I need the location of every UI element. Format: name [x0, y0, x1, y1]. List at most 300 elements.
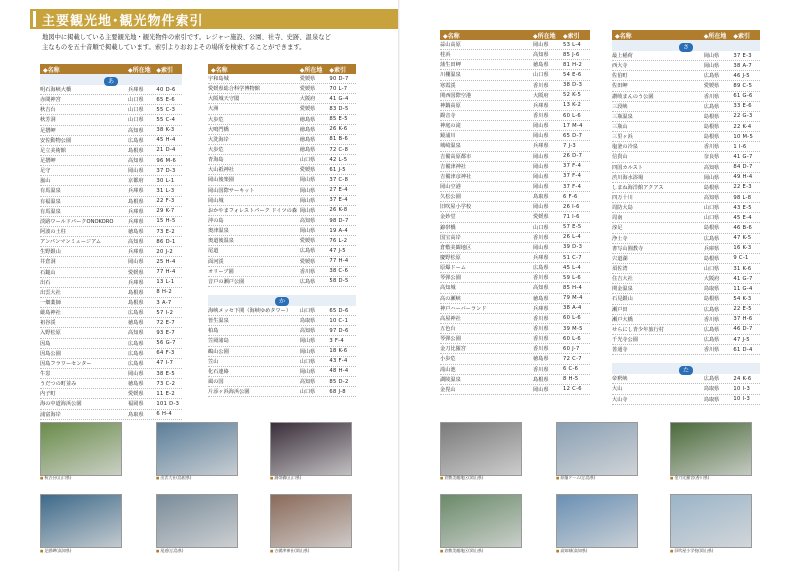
row-name: 三瓶温泉 [612, 113, 633, 120]
row-prefecture: 山口県 [128, 117, 144, 124]
row-prefecture: 奈良県 [703, 154, 720, 161]
index-row [40, 349, 182, 359]
row-index: 47 I-7 [156, 360, 174, 367]
index-row [440, 294, 590, 304]
row-prefecture: 岡山県 [533, 133, 549, 140]
row-prefecture: 島根県 [703, 296, 720, 303]
row-index: 6 F-6 [563, 193, 578, 200]
row-prefecture: 兵庫県 [533, 305, 549, 312]
row-prefecture: 島根県 [703, 113, 720, 120]
right-page [400, 0, 800, 571]
row-name: 鶴山公園 [208, 348, 229, 355]
row-name: 吉備高原都市 [440, 153, 472, 160]
header-prefecture: ◆所在地 [703, 32, 727, 40]
row-prefecture: 広島県 [128, 350, 144, 357]
row-index: 60 L-6 [563, 315, 582, 322]
row-prefecture: 広島県 [703, 103, 720, 110]
index-row [440, 50, 590, 60]
row-prefecture: 兵庫県 [128, 208, 144, 215]
row-name: 三段峡 [612, 103, 628, 110]
index-row [40, 186, 182, 196]
row-prefecture: 兵庫県 [128, 87, 144, 94]
row-prefecture: 鳥取県 [128, 411, 144, 418]
row-prefecture: 兵庫県 [533, 102, 549, 109]
row-name: 関西国際空港 [440, 92, 472, 99]
row-index: 37 E-3 [733, 52, 752, 59]
row-name: 関金温泉 [612, 286, 633, 293]
index-row [208, 94, 356, 104]
row-index: 29 K-7 [156, 208, 175, 215]
row-name: 化石連絡 [208, 368, 229, 375]
row-index: 38 A-4 [563, 305, 582, 312]
index-row [40, 146, 182, 156]
header-index: ◆索引 [733, 32, 750, 40]
row-name: 淡路ワールドパークONOKORO [40, 218, 114, 225]
index-row [440, 354, 590, 364]
row-name: 佐伯町 [612, 73, 628, 80]
row-name: せらにし青少年旅行村 [612, 326, 664, 333]
intro-text [42, 33, 392, 52]
row-name: 内子町 [40, 391, 56, 398]
row-name: 善通寺 [612, 347, 628, 354]
row-prefecture: 香川県 [533, 315, 549, 322]
header-name: ◆名称 [211, 66, 228, 74]
row-name: 大歩危 [208, 116, 224, 123]
index-row [612, 61, 760, 71]
row-name: 西大寺 [612, 63, 628, 70]
row-prefecture: 山口県 [299, 389, 316, 396]
row-prefecture: 岡山県 [128, 371, 144, 377]
row-index: 83 D-5 [329, 105, 349, 112]
row-prefecture: 島根県 [128, 289, 144, 296]
row-index: 77 H-4 [156, 269, 176, 276]
row-index: 16 K-3 [733, 245, 752, 252]
row-index: 33 E-6 [733, 103, 752, 110]
row-prefecture: 岡山県 [299, 338, 316, 345]
row-name: 生野銀山 [40, 249, 61, 256]
row-name: 鏡浦川 [440, 133, 456, 140]
row-index: 45 H-4 [156, 137, 176, 144]
row-index: 27 E-4 [329, 187, 348, 194]
index-row [612, 254, 760, 264]
row-name: 蒲生田岬 [440, 62, 461, 69]
index-row [440, 162, 590, 172]
row-index: 76 L-2 [329, 237, 348, 244]
row-index: 57 I-2 [156, 309, 174, 316]
row-index: 81 B-6 [329, 136, 349, 143]
index-row [208, 206, 356, 216]
row-prefecture: 香川県 [533, 234, 549, 241]
row-name: 笠岡諸島 [208, 338, 229, 345]
row-name: 有福温泉 [40, 198, 61, 205]
kana-bar [612, 363, 760, 374]
row-prefecture: 兵庫県 [128, 279, 144, 286]
index-row [440, 304, 590, 314]
header-prefecture: ◆所在地 [299, 66, 323, 74]
row-prefecture: 徳島県 [299, 126, 316, 133]
row-index: 17 M-4 [563, 122, 583, 129]
photo-caption-8: ■ 原爆ドーム(広島県) [556, 475, 595, 481]
row-prefecture: 広島県 [703, 235, 720, 242]
row-index: 26 I-6 [563, 203, 580, 210]
index-row [208, 145, 356, 155]
index-row [208, 186, 356, 196]
index-row [612, 51, 760, 61]
row-index: 38 C-6 [329, 268, 349, 275]
row-name: 足守 [40, 168, 51, 175]
row-name: 青海島 [208, 157, 224, 164]
header-prefecture: ◆所在地 [128, 66, 151, 74]
index-row [440, 121, 590, 131]
row-index: 72 E-7 [156, 319, 175, 326]
row-name: 音戸の瀬戸公園 [208, 278, 245, 285]
row-index: 72 C-7 [563, 355, 582, 362]
row-name: オリーブ園 [208, 268, 234, 275]
index-row [208, 306, 356, 316]
row-index: 85 J-6 [563, 51, 580, 58]
row-index: 10 C-1 [329, 317, 349, 324]
index-row [40, 115, 182, 125]
row-name: 海の中道海浜公園 [40, 401, 82, 408]
row-index: 79 M-4 [563, 295, 583, 302]
row-prefecture: 岡山県 [703, 53, 720, 60]
row-prefecture: 山口県 [703, 205, 720, 212]
index-row [40, 95, 182, 105]
row-name: 慶野松原 [440, 255, 461, 262]
row-index: 31 K-6 [733, 265, 752, 272]
index-row [208, 246, 356, 256]
row-prefecture: 香川県 [533, 346, 549, 353]
index-row [40, 328, 182, 338]
row-index: 10 I-3 [733, 396, 751, 403]
index-row [40, 399, 182, 409]
row-prefecture: 岡山県 [299, 207, 316, 214]
index-row [208, 347, 356, 357]
index-row [612, 152, 760, 162]
index-row [612, 213, 760, 223]
row-index: 12 C-6 [563, 386, 582, 393]
row-prefecture: 徳島県 [128, 229, 144, 236]
index-row [440, 212, 590, 222]
row-name: 大鳴門橋 [208, 126, 229, 133]
index-row [40, 136, 182, 146]
index-row [208, 236, 356, 246]
row-index: 37 C-8 [329, 176, 349, 183]
row-list [208, 306, 356, 397]
row-prefecture: 山口県 [128, 107, 144, 114]
row-name: 尾道 [208, 248, 219, 255]
row-name: 周南 [612, 215, 623, 222]
kana-bar [208, 295, 356, 306]
row-name: 嵐山 [40, 178, 51, 185]
index-row [612, 274, 760, 284]
row-index: 84 D-7 [733, 164, 753, 171]
column-header [612, 30, 760, 40]
row-prefecture: 山口県 [299, 157, 316, 164]
index-row [440, 263, 590, 273]
row-prefecture: 鳥取県 [703, 386, 720, 393]
row-prefecture: 岡山県 [299, 368, 316, 375]
row-prefecture: 岡山県 [533, 153, 549, 160]
row-index: 41 G-7 [733, 153, 753, 160]
index-row [208, 387, 356, 397]
index-row [40, 237, 182, 247]
row-name: 高屋神社 [440, 315, 461, 322]
row-index: 26 K-8 [329, 207, 348, 214]
row-index: 65 D-7 [563, 132, 583, 139]
row-name: 神庭の滝 [440, 123, 461, 130]
row-prefecture: 愛媛県 [299, 106, 316, 113]
index-row [40, 247, 182, 257]
row-index: 21 D-4 [156, 147, 176, 154]
row-index: 39 D-3 [563, 244, 583, 251]
row-index: 65 E-6 [156, 96, 175, 103]
index-row [612, 71, 760, 81]
row-prefecture: 愛媛県 [128, 269, 144, 276]
index-row [40, 389, 182, 399]
photo-4 [40, 494, 122, 548]
row-name: 高の瀬峡 [440, 295, 461, 302]
row-prefecture: 福岡県 [128, 401, 144, 408]
index-row [612, 234, 760, 244]
row-name: 秋吉台 [40, 107, 56, 114]
row-name: 明石海峡大橋 [40, 87, 72, 94]
row-index: 40 D-6 [156, 86, 176, 93]
row-prefecture: 岡山県 [299, 348, 316, 355]
index-row [440, 111, 590, 121]
row-index: 101 D-3 [156, 400, 180, 407]
row-name: 因島公園 [40, 350, 61, 357]
row-prefecture: 香川県 [703, 316, 720, 323]
row-index: 6 H-4 [156, 411, 172, 418]
row-name: 大阪城天守閣 [208, 96, 240, 103]
kana-badge: あ [104, 77, 118, 86]
row-prefecture: 島根県 [703, 255, 720, 262]
row-prefecture: 広島県 [299, 248, 316, 255]
row-index: 6 C-6 [563, 366, 579, 373]
index-row [612, 244, 760, 254]
kana-badge: さ [679, 43, 693, 52]
row-name: 金刀比羅宮 [440, 346, 466, 353]
row-name: 琴弾公園 [440, 336, 461, 343]
row-prefecture: 山口県 [533, 224, 549, 231]
photo-8 [556, 422, 638, 476]
row-name: 出石 [40, 279, 51, 286]
index-row [40, 288, 182, 298]
row-name: 城崎温泉 [440, 143, 461, 150]
row-prefecture: 大阪府 [703, 276, 720, 283]
row-name: 住吉大社 [612, 276, 633, 283]
row-prefecture: 香川県 [703, 144, 720, 151]
index-row [40, 379, 182, 389]
row-index: 47 J-5 [733, 336, 750, 343]
row-name: 原爆ドーム [440, 265, 466, 272]
row-name: 因島 [40, 340, 51, 347]
row-name: 秋芳洞 [40, 117, 56, 124]
row-prefecture: 島根県 [703, 225, 720, 232]
photo-caption-11: ■ 高知城(高知県) [556, 548, 587, 554]
index-row [208, 196, 356, 206]
row-index: 30 L-1 [156, 177, 175, 184]
row-prefecture: 高知県 [299, 218, 316, 225]
row-index: 48 H-4 [329, 368, 349, 375]
row-list [440, 40, 590, 395]
index-column-2 [208, 64, 356, 397]
row-prefecture: 山口県 [533, 72, 549, 79]
row-index: 11 G-4 [733, 285, 753, 292]
index-row [440, 273, 590, 283]
row-prefecture: 高知県 [299, 379, 316, 385]
row-index: 18 K-6 [329, 348, 348, 355]
photo-12 [670, 494, 752, 548]
index-column-3 [440, 30, 590, 395]
row-prefecture: 島根県 [533, 376, 549, 383]
row-prefecture: 徳島県 [299, 116, 316, 123]
row-name: 赤間神宮 [40, 97, 61, 104]
row-index: 43 E-5 [733, 204, 752, 211]
index-row [208, 367, 356, 377]
row-name: 一畑薬師 [40, 300, 61, 307]
photo-3 [270, 422, 352, 476]
row-index: 9 C-1 [733, 255, 749, 262]
row-index: 37 F-4 [563, 183, 582, 190]
row-name: 讃岐まんのう公園 [612, 93, 654, 100]
row-index: 65 D-6 [329, 307, 349, 314]
index-row [40, 339, 182, 349]
index-row [208, 377, 356, 387]
row-index: 60 J-7 [563, 345, 580, 352]
photo-caption-2: ■ 出雲大社(島根県) [156, 475, 191, 481]
row-index: 59 L-6 [563, 274, 582, 281]
row-index: 7 J-3 [563, 142, 576, 149]
index-row [612, 395, 760, 405]
column-header [40, 64, 182, 74]
row-index: 52 K-5 [563, 92, 582, 99]
row-name: 奥津温泉 [208, 228, 229, 235]
row-name: 風の国 [208, 379, 224, 385]
row-prefecture: 鳥取県 [703, 286, 720, 293]
row-index: 73 C-2 [156, 380, 176, 387]
index-row [612, 284, 760, 294]
photo-caption-12: ■ 旧吹屋小学校(岡山県) [670, 548, 713, 554]
index-row [612, 163, 760, 173]
row-index: 24 K-6 [733, 375, 752, 382]
index-row [440, 192, 590, 202]
kana-bar [612, 40, 760, 51]
row-name: 吉備津彦神社 [440, 173, 472, 180]
row-prefecture: 広島県 [703, 326, 720, 333]
row-index: 93 E-7 [156, 329, 175, 336]
index-row [440, 91, 590, 101]
row-prefecture: 徳島県 [533, 295, 549, 302]
row-name: 有馬温泉 [40, 188, 61, 195]
row-name: 淳足 [612, 225, 623, 232]
row-prefecture: 兵庫県 [703, 245, 720, 252]
row-index: 37 F-4 [563, 163, 582, 170]
row-prefecture: 愛媛県 [533, 214, 549, 221]
row-name: 岡山国際サーキット [208, 187, 255, 194]
index-row [208, 165, 356, 175]
row-index: 37 D-3 [156, 167, 176, 174]
index-row [440, 60, 590, 70]
row-name: 高知城 [440, 285, 456, 292]
index-row [440, 324, 590, 334]
row-name: 井倉洞 [40, 259, 56, 266]
row-prefecture: 広島県 [703, 73, 720, 80]
index-row [208, 175, 356, 185]
index-row [612, 193, 760, 203]
row-prefecture: 広島県 [128, 340, 144, 347]
row-index: 85 D-2 [329, 378, 349, 385]
index-row [440, 385, 590, 395]
row-prefecture: 岡山県 [128, 259, 144, 266]
row-name: 瀬戸田 [612, 306, 628, 313]
index-row [440, 152, 590, 162]
kana-badge: た [679, 366, 693, 375]
row-prefecture: 兵庫県 [533, 255, 549, 262]
row-name: 面河渓 [208, 258, 224, 265]
row-prefecture: 岡山県 [299, 187, 316, 194]
row-prefecture: 高知県 [533, 285, 549, 292]
index-row [40, 359, 182, 369]
row-name: 久松公園 [440, 194, 461, 201]
row-prefecture: 高知県 [703, 195, 720, 202]
index-row [440, 334, 590, 344]
row-index: 45 L-4 [563, 264, 582, 271]
index-row [40, 308, 182, 318]
row-index: 89 C-5 [733, 82, 753, 89]
index-row [40, 227, 182, 237]
row-prefecture: 兵庫県 [128, 218, 144, 225]
row-name: 笠山 [208, 358, 219, 365]
row-prefecture: 愛媛県 [299, 76, 316, 83]
row-index: 49 H-4 [733, 174, 753, 181]
row-index: 85 H-4 [563, 284, 583, 291]
row-prefecture: 岡山県 [533, 204, 549, 211]
photo-2 [156, 422, 238, 476]
row-index: 38 A-7 [733, 62, 753, 69]
row-name: 祖谷渓 [40, 320, 56, 327]
index-row [440, 243, 590, 253]
row-index: 97 D-6 [329, 327, 349, 334]
index-column-1 [40, 64, 182, 420]
row-index: 85 E-5 [329, 116, 348, 123]
row-name: 浦富海岸 [40, 411, 61, 418]
row-prefecture: 徳島県 [128, 320, 144, 327]
row-index: 13 K-2 [563, 102, 582, 109]
row-prefecture: 京都府 [128, 178, 144, 185]
photo-caption-9: ■ 金刀比羅宮(香川県) [670, 475, 709, 481]
index-row [40, 318, 182, 328]
row-name: 大山祇神社 [208, 167, 234, 174]
row-prefecture: 岡山県 [533, 184, 549, 191]
row-name: 岡山城 [208, 197, 224, 204]
row-name: 安佐動物公園 [40, 137, 72, 144]
index-row [208, 155, 356, 165]
photo-1 [40, 422, 122, 476]
index-row [40, 257, 182, 267]
row-index: 38 D-3 [563, 82, 583, 89]
row-prefecture: 山口県 [128, 97, 144, 104]
row-index: 10 I-3 [733, 385, 751, 392]
row-index: 38 E-5 [156, 370, 175, 377]
row-name: 三瓶山 [612, 124, 628, 131]
row-prefecture: 山口県 [299, 358, 316, 365]
row-name: 須佐湾 [612, 266, 628, 273]
row-prefecture: 広島県 [128, 360, 144, 367]
row-name: 出雲大社 [40, 289, 61, 296]
row-index: 22 E-5 [733, 306, 752, 313]
